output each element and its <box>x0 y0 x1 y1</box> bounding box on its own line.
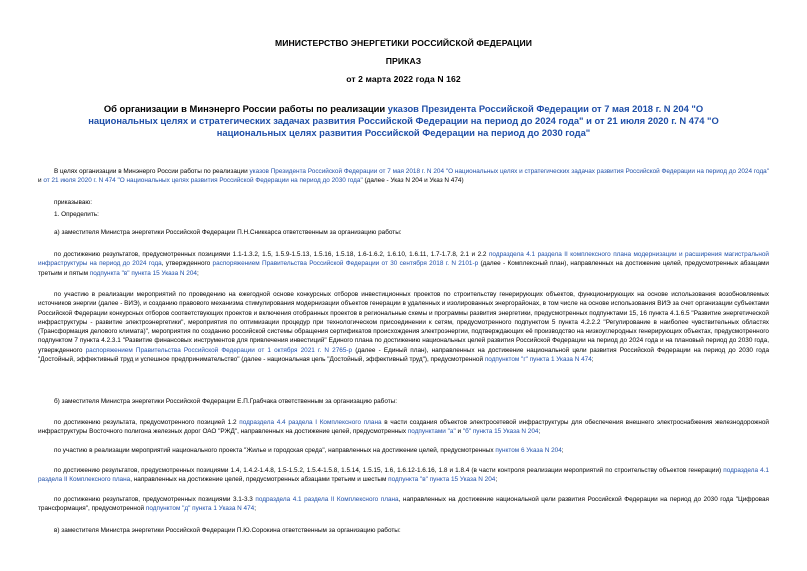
item-text: , утвержденного <box>161 260 213 268</box>
complex-plan-4-1-link[interactable]: подраздела 4.1 раздела II Комплексного плана <box>38 467 769 484</box>
item-text: , направленных на достижение целей, предусмотренных абзацами третьим и шестым <box>130 476 389 484</box>
item-text: в части создания объектов электросетевой инфраструктуры для обеспечения внешнего электроснабжения железнодорожной инфраструктуры Восточного полигона железных дорог ОАО "РЖД", направленных на достижение целей, предусмотренных <box>38 419 769 436</box>
preamble-abbrev: (далее - Указ N 204 и Указ N 474) <box>362 177 464 185</box>
date-number-heading: от 2 марта 2022 года N 162 <box>346 74 461 84</box>
item-text: ; <box>561 447 564 454</box>
complex-plan-4-4-link[interactable]: подраздела 4.4 раздела I Комплексного плана <box>239 419 382 426</box>
decree-474-link[interactable]: от 21 июля 2020 г. N 474 "О национальных целях развития Российской Федерации на период до 2030 года" <box>43 177 363 185</box>
item-text: (далее - Комплексный план), направленных на достижение целей, предусмотренных абзацами третьим и пятым <box>38 260 769 277</box>
item-text: по достижению результатов, предусмотренных позициями 3.1-3.3 <box>54 496 256 503</box>
clause-b-item-3 <box>38 466 769 485</box>
complex-plan-4-1-link-2[interactable]: подраздела 4.1 раздела II Комплексного плана <box>255 496 399 503</box>
clause-a-item-1 <box>38 250 769 278</box>
item-text: по участию в реализации мероприятий по проведению на ежегодной основе конкурсных отборов инвестиционных проектов по строительству генерирующих объектов, функционирующих на основе использования возобновляемых источников энергии (далее - ВИЭ), и созданию правового механизма стимулирования модернизации объектов генерации в удаленных и изолированных энергорайонах, в том числе на основе использования ВИЭ за счет организации субъектами Российской Федерации конкурсных отборов соответствующих проектов и включения отобранных проектов в региональные схемы и программы развития энергетики, предусмотренных подпунктами 15, 16 пункта 4.1.6.5 "Развитие энергетической инфраструктуры - развитие электроэнергетики", мероприятия по оптимизации процедур при технологическом присоединении к сетям, предусмотренного подпунктом 5 пункта 4.2.2.2 "Регулирование в наиболее чувствительных областях (Трансформация делового климата)", мероприятия по созданию российской системы обращения сертификатов происхождения электроэнергии, подтверждающих её производство на низкоуглеродных генерирующих объектах, предусмотренного подпунктом 7 пункта 4.2.3.1 "Развитие финансовых инструментов для привлечения инвестиций" Единого плана по достижению национальных целей развития Российской Федерации на период до 2024 года и на плановый период до 2030 года, утвержденного <box>38 291 769 354</box>
item-text: ; <box>196 269 199 277</box>
item-text: ; <box>591 356 594 364</box>
item-text: по достижению результатов, предусмотренных позициями 1.1-1.3.2, 1.5, 1.5.9-1.5.13, 1.5.16, 1.5.18, 1.6-1.6.2, 1.6.10, 1.6.11, 1.7-1.7.8, 2.1 и 2.2 <box>54 251 489 258</box>
ministry-heading: МИНИСТЕРСТВО ЭНЕРГЕТИКИ РОССИЙСКОЙ ФЕДЕРАЦИИ <box>274 38 533 48</box>
decree-204-p6-link[interactable]: пунктом 6 Указа N 204 <box>495 447 562 454</box>
decree-204-p15v-link-2[interactable]: подпункта "в" пункта 15 Указа N 204 <box>388 476 496 484</box>
title-text: Об организации в Минэнерго России работы по реализации <box>103 103 388 114</box>
decree-204-link[interactable]: указов Президента Российской Федерации от 7 мая 2018 г. N 204 "О национальных целях и стратегических задачах развития Российской Федерации на период до 2024 года" <box>249 168 769 175</box>
clause-a-item-2 <box>38 290 769 364</box>
item-text: ; <box>254 505 257 513</box>
clause-b-item-2 <box>38 446 769 455</box>
preamble-and: и <box>38 177 44 185</box>
item-text: и <box>455 428 463 436</box>
order-2765-link[interactable]: распоряжением Правительства Российской Федерации от 1 октября 2021 г. N 2765-р <box>85 346 353 354</box>
clause-v: в) заместителя Министра энергетики Российской Федерации П.Ю.Сорокина ответственным за организацию работы: <box>54 527 401 534</box>
preamble-paragraph <box>38 167 769 186</box>
item-text: по участию в реализации мероприятий национального проекта "Жилье и городская среда", направленных на достижение целей, предусмотренных <box>54 447 496 454</box>
title-decrees-link[interactable]: указов Президента Российской Федерации от 7 мая 2018 г. N 204 "О национальных целях и стратегических задачах развития Российской Федерации на период до 2024 года" и от 21 июля 2020 г. N 474 "О национальных целях развития Российской Федерации на период до 2030 года" <box>88 103 719 138</box>
clause-a: а) заместителя Министра энергетики Российской Федерации П.Н.Сниккарса ответственным за организацию работы: <box>54 229 402 236</box>
decree-474-p1g-link[interactable]: подпунктом "г" пункта 1 Указа N 474 <box>484 356 592 364</box>
complex-plan-link[interactable]: подраздела 4.1 раздела II комплексного плана модернизации и расширения магистральной инфраструктуры на период до 2024 года <box>38 251 769 268</box>
item-text: ; <box>495 476 498 484</box>
decree-204-p15a-link[interactable]: подпунктами "а" <box>407 428 456 436</box>
clause-b: б) заместителя Министра энергетики Российской Федерации Е.П.Грабчака ответственным за организацию работы: <box>54 398 398 405</box>
decree-204-p15v-link[interactable]: подпункта "в" пункта 15 Указа N 204 <box>89 269 197 277</box>
clause-1: 1. Определить: <box>54 211 99 218</box>
item-text: ; <box>538 428 541 436</box>
decree-474-p1d-link[interactable]: подпунктом "д" пункта 1 Указа N 474 <box>145 505 255 513</box>
item-text: , направленных на достижение национальной цели развития Российской Федерации на период до 2030 года "Цифровая трансформация", предусмотренной <box>38 496 769 513</box>
item-text: по достижению результатов, предусмотренных позициями 1.4, 1.4.2-1.4.8, 1.5-1.5.2, 1.5.4-1.5.8, 1.5.14, 1.5.15, 1.6, 1.6.12-1.6.16, 1.8 и 1.8.4 (в части контроля реализации мероприятий по строительству объектов генерации) <box>54 467 724 474</box>
item-text: по достижению результата, предусмотренного позицией 1.2 <box>54 419 240 426</box>
preamble-text: В целях организации в Минэнерго России работы по реализации <box>54 168 250 175</box>
item-text: (далее - Единый план), направленных на достижение национальной цели развития Российской Федерации на период до 2030 года "Достойный, эффективный труд и успешное предпринимательство" (далее - национальная цель "Достойный, эффективный труд"), предусмотренной <box>38 346 769 364</box>
clause-b-item-1 <box>38 418 769 437</box>
clause-b-item-4 <box>38 495 769 514</box>
order-word: приказываю: <box>54 199 92 206</box>
doc-type-heading: ПРИКАЗ <box>385 56 422 66</box>
document-title <box>70 103 737 139</box>
order-2101-link[interactable]: распоряжением Правительства Российской Федерации от 30 сентября 2018 г. N 2101-р <box>212 260 479 268</box>
decree-204-p15b-link[interactable]: "б" пункта 15 Указа N 204 <box>462 428 539 436</box>
